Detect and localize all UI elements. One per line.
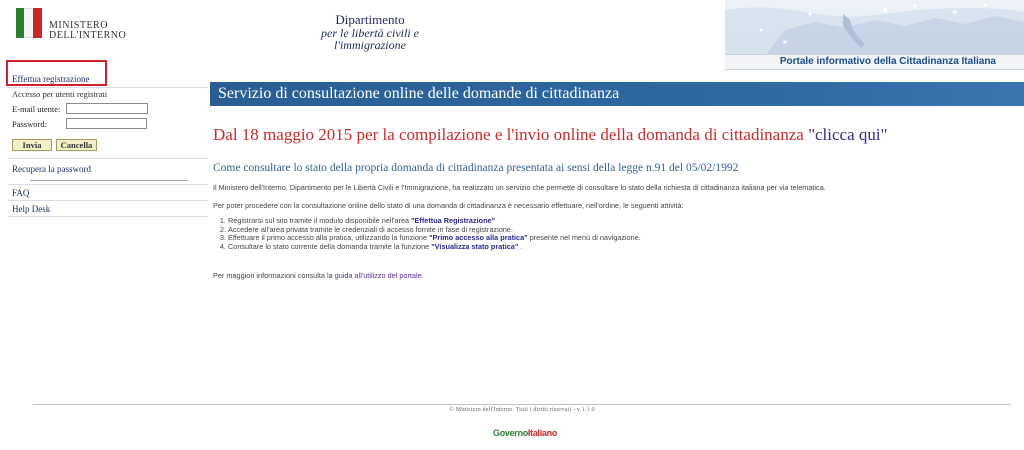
italian-flag-icon <box>16 8 42 38</box>
password-label: Password: <box>12 119 47 129</box>
list-item: 3. Effettuare il primo accesso alla pratica, utilizzando la funzione "Primo accesso alla pratica" presente nel menù di navigazione. <box>228 234 641 243</box>
list-item: 1. Registrarsi sul sito tramite il modulo disponibile nell'area "Effettua Registrazione" <box>228 217 641 226</box>
helpdesk-link[interactable]: Help Desk <box>12 204 51 214</box>
divider <box>8 200 208 201</box>
page-header <box>0 0 1024 75</box>
divider <box>8 87 208 88</box>
password-field[interactable] <box>66 118 147 129</box>
portal-title-bar <box>725 54 1024 70</box>
divider <box>8 184 208 185</box>
ministry-name: MINISTERO DELL'INTERNO <box>49 20 127 41</box>
divider <box>30 180 188 181</box>
headline-text: Dal 18 maggio 2015 per la compilazione e l'invio online della domanda di cittadinanza <box>213 125 804 144</box>
portal-guide-link[interactable]: guida all'utilizzo del portale <box>334 271 422 280</box>
headline <box>213 125 888 145</box>
divider <box>8 216 208 217</box>
page-title: Servizio di consultazione online delle domande di cittadinanza <box>218 85 620 102</box>
divider <box>8 158 208 159</box>
access-label: Accesso per utenti registrati <box>12 89 108 99</box>
procedure-paragraph: Per poter procedere con la consultazione online dello stato di una domanda di cittadinanza è necessario effettuare, nell'ordine, le seguenti attività: <box>213 201 684 210</box>
section-subheading: Come consultare lo stato della propria domanda di cittadinanza presentata ai sensi della legge n.91 del 05/02/1992 <box>213 162 739 174</box>
footer-divider <box>33 404 1011 405</box>
europe-map-banner <box>725 0 1024 56</box>
register-link[interactable]: Effettua registrazione <box>12 74 90 84</box>
send-button[interactable]: Invia <box>12 139 52 151</box>
steps-list <box>213 217 641 252</box>
governo-italiano-logo[interactable]: GovernoItaliano <box>493 428 558 438</box>
recover-password-link[interactable]: Recupera la password <box>12 164 91 174</box>
faq-link[interactable]: FAQ <box>12 188 30 198</box>
list-item: 4. Consultare lo stato corrente della domanda tramite la funzione "Visualizza stato pratica" . <box>228 243 641 252</box>
email-field[interactable] <box>66 103 148 114</box>
department-title: Dipartimento per le libertà civili e l'immigrazione <box>321 12 419 52</box>
more-info-text: Per maggiori informazioni consulta la guida all'utilizzo del portale. <box>213 271 424 280</box>
portal-title: Portale informativo della Cittadinanza Italiana <box>779 56 996 67</box>
intro-paragraph: Il Ministero dell'Interno, Dipartimento per le Libertà Civili e l'Immigrazione, ha realizzato un servizio che permette di consultare lo stato della richiesta di cittadinanza italiana per via telematica. <box>213 183 826 192</box>
main-title-bar <box>210 82 1024 106</box>
email-label: E-mail utente: <box>12 104 61 114</box>
cancel-button[interactable]: Cancella <box>56 139 97 151</box>
ministry-logo[interactable] <box>16 8 156 42</box>
click-here-link[interactable]: "clicca qui" <box>808 125 888 144</box>
copyright-text: © Ministero dell'Interno. Tutti i diritti riservati - v 1.1.0 <box>449 407 595 413</box>
list-item: 2. Accedere all'area privata tramite le credenziali di accesso fornite in fase di registrazione. <box>228 226 641 235</box>
